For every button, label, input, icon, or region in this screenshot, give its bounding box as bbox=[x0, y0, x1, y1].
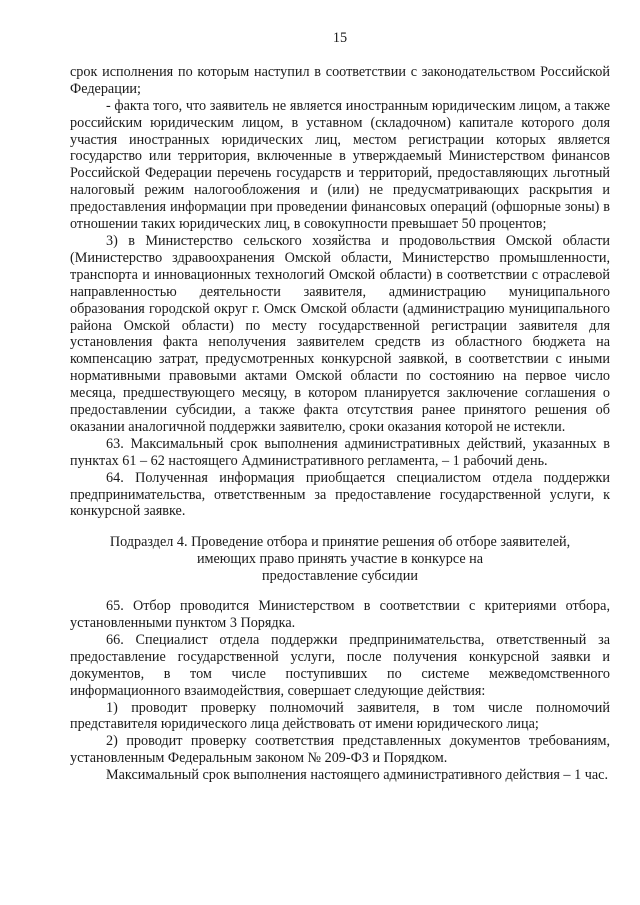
paragraph: 1) проводит проверку полномочий заявителя, в том числе полномочий представителя юридического лица действовать от имени юридического лица; bbox=[70, 699, 610, 733]
subsection-heading bbox=[70, 534, 610, 585]
paragraph: 65. Отбор проводится Министерством в соответствии с критериями отбора, установленными пунктом 3 Порядка. bbox=[70, 598, 610, 631]
paragraph: 66. Специалист отдела поддержки предпринимательства, ответственный за предоставление государственной услуги, после получения конкурсной заявки и документов, в том числе поступивших по системе межведомственного информационного взаимодействия, совершает следующие действия: bbox=[70, 631, 610, 699]
paragraph: 63. Максимальный срок выполнения административных действий, указанных в пунктах 61 – 62 настоящего Административного регламента, – 1 рабочий день. bbox=[70, 435, 610, 469]
paragraph: Максимальный срок выполнения настоящего административного действия – 1 час. bbox=[106, 767, 608, 784]
paragraph: 3) в Министерство сельского хозяйства и продовольствия Омской области (Министерство здравоохранения Омской области, Министерство промышленности, транспорта и инновационных технологий Омской области) в соответствии с отраслевой направленностью деятельности заявителя, администрацию муниципального образования городской округ г. Омск Омской области (администрацию муниципального района Омской области) по месту государственной регистрации заявителя для установления факта неполучения заявителем средств из областного бюджета на компенсацию затрат, предусмотренных конкурсной заявкой, в соответствии с иными нормативными правовыми актами Омской области по состоянию на первое число месяца, предшествующего месяцу, в котором планируется заключение соглашения о предоставлении субсидии, а также факта отсутствия ранее принятого решения об оказании аналогичной поддержки заявителю, сроки оказания которой не истекли. bbox=[70, 232, 610, 435]
paragraph: 2) проводит проверку соответствия представленных документов требованиям, установленным Федеральным законом № 209-ФЗ и Порядком. bbox=[70, 733, 610, 767]
heading-line: Подраздел 4. Проведение отбора и принятие решения об отборе заявителей, bbox=[109, 534, 571, 551]
heading-line: предоставление субсидии bbox=[262, 568, 418, 585]
page-number: 15 bbox=[332, 30, 348, 46]
paragraph: 64. Полученная информация приобщается специалистом отдела поддержки предпринимательства, ответственным за предоставление государственной услуги, к конкурсной заявке. bbox=[70, 469, 610, 520]
heading-line: имеющих право принять участие в конкурсе на bbox=[196, 551, 484, 568]
paragraph: срок исполнения по которым наступил в соответствии с законодательством Российской Федерации; bbox=[70, 63, 610, 97]
paragraph: - факта того, что заявитель не является иностранным юридическим лицом, а также российским юридическим лицом, в уставном (складочном) капитале которого доля участия иностранных юридических лиц, местом регистрации которых является государство или территория, включенные в утверждаемый Министерством финансов Российской Федерации перечень государств и территорий, предоставляющих льготный налоговый режим налогообложения и (или) не предусматривающих раскрытия и предоставления информации при проведении финансовых операций (офшорные зоны) в отношении таких юридических лиц, в совокупности превышает 50 процентов; bbox=[70, 97, 610, 233]
document-page bbox=[70, 30, 610, 784]
